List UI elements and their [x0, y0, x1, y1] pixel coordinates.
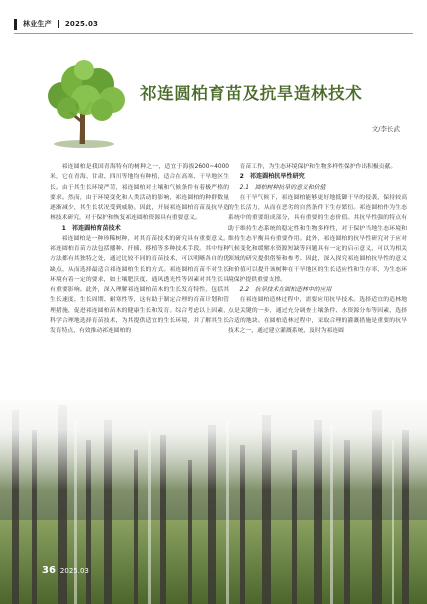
page-number: 36: [42, 565, 56, 576]
paragraph: 育苗工作，为生态环境保护和生物多样性保护作出积极贡献。: [239, 164, 397, 170]
page-footer: [42, 565, 89, 576]
article-title: 祁连圆柏育苗及抗旱造林技术: [140, 84, 363, 103]
paragraph: 在祁连圆柏造林过程中，需要应用抗旱技术。选择适宜的造林地点是关键的一步，通过充分调查土壤条件、水资源分布等因素，选择合适的地块。在圆柏造林过程中，采取合理的灌溉措施是重要的抗旱技术之一，通过建立灌溉系统，及时为祁连圆: [228, 297, 407, 334]
header-section: 林业生产: [23, 20, 52, 28]
paragraph: 祁连圆柏是我国青海特有的树种之一，适宜于海拔2600~4000米，它在青海、甘肃、四川等地均有种植，适合在高寒、干旱地区生长。由于其生长环境严苛，祁连圆柏对土壤和气候条件有着极严格的要求。然而，由于环境变化和人类活动的影响，祁连圆柏的种群数量逐渐减少，其生长状况受到威胁。因此，开展祁连圆柏育苗及抗旱造林技术研究，对于保护和恢复祁连圆柏资源具有重要意义。: [50, 164, 229, 222]
tree-illustration: [36, 56, 132, 150]
paragraph: 在干旱气候下，祁连圆柏能够更好地抵御干旱的侵袭，保持较高的生长活力，从而在恶劣的自然条件下生存繁衍。祁连圆柏作为生态系统中的重要组成部分，具有重要的生态价值。其抗旱性强的特点有助于维持生态系统的稳定性和生物多样性，对于保护当地生态环境和维持生态平衡具有重要作用。此外，祁连圆柏的抗旱性研究对于应对气候变化和缓解水资源短缺等问题具有一定的启示意义，可以为相关领域的研究提供借鉴和参考。因此，深入探究祁连圆柏抗旱性的意义和价值可以提升该树种在干旱地区的生长适应性和生存率，为生态环境保护提供重要支撑。: [228, 194, 407, 283]
footer-issue: 2025.03: [59, 567, 89, 575]
header-rule: [14, 33, 413, 34]
subsection-heading: 2.1 圆柏树种抗旱的意义和价值: [239, 184, 326, 191]
section-heading: 2 祁连圆柏抗旱性研究: [239, 173, 305, 181]
forest-fade-overlay: [0, 380, 427, 490]
paragraph: 祁连圆柏是一种珍稀树种，对其育苗技术的研究具有重要意义。祁连圆柏育苗方法包括播种、扦插、移植等多种技术手段。其中每种方法都有其独特之处，通过比较不同的育苗技术，可以明晰各自的优缺点，从而选择最适合祁连圆柏生长的方式。祁连圆柏育苗不对生长环境有着一定的要求，如土壤肥沃度、通风透光性等因素对其生长具有重要影响。此外，深入理解祁连圆柏苗木的生长发育特性，包括其生长速度、生长周期、耐寒性等，这有助于制定合理的育苗计划和管理措施，促进祁连圆柏苗木的健康生长和发育。综合考虑以上因素，科学合理地选择育苗技术，为其提供适宜的生长环境，并了解其生长发育特点，有效推动祁连圆柏的: [50, 235, 229, 334]
section-heading: 1 祁连圆柏育苗技术: [61, 224, 121, 232]
left-column: [50, 162, 229, 336]
header-separator: [58, 20, 59, 28]
running-header: [14, 15, 98, 33]
author-byline: 文/李长武: [371, 125, 400, 133]
header-accent-bar: [14, 19, 17, 30]
subsection-heading: 2.2 抗旱技术在圆柏造林中的应用: [239, 287, 332, 293]
header-issue: 2025.03: [64, 20, 99, 28]
right-column: [228, 162, 407, 336]
